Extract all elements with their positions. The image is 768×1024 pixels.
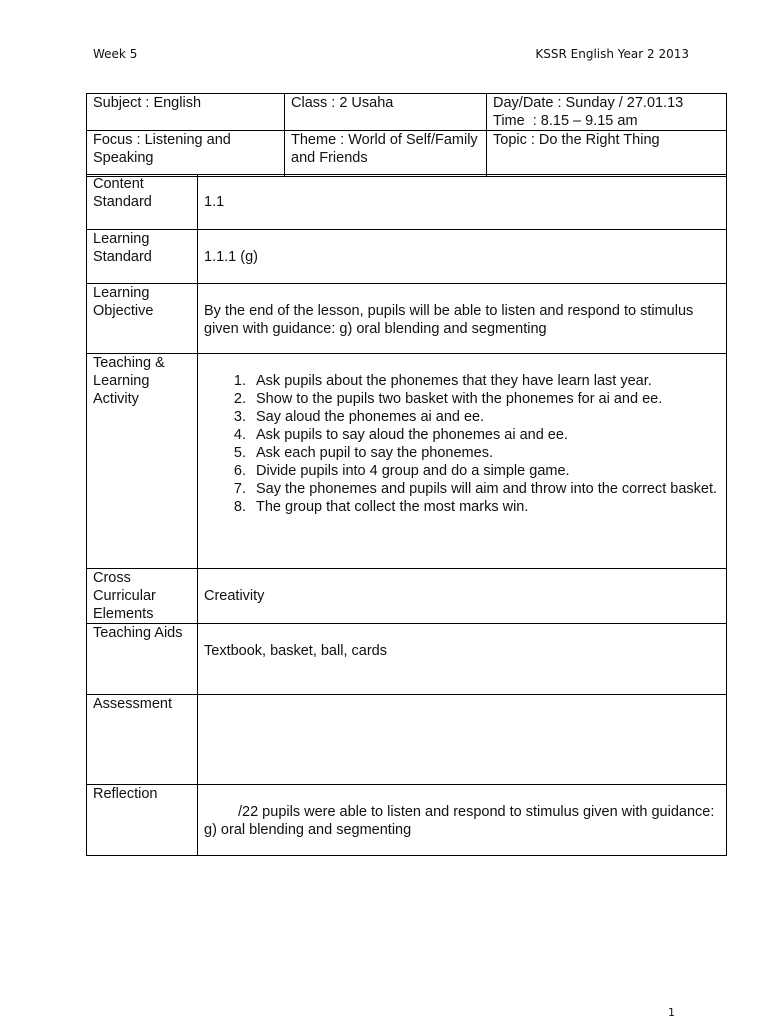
content-standard-row (87, 175, 727, 230)
activity-row (87, 354, 727, 569)
activity-label: Teaching & Learning Activity (87, 354, 198, 569)
activity-item: 5. Ask each pupil to say the phonemes. (250, 444, 720, 462)
activity-item: 2. Show to the pupils two basket with the phonemes for ai and ee. (250, 390, 720, 408)
time-text: Time : 8.15 – 9.15 am (493, 113, 638, 129)
learning-standard-row (87, 230, 727, 284)
topic-text: Topic : Do the Right Thing (493, 132, 660, 148)
cross-curricular-row (87, 569, 727, 624)
lesson-plan-table (86, 174, 727, 856)
learning-standard-label: Learning Standard (87, 230, 198, 284)
learning-objective-value: By the end of the lesson, pupils will be able to listen and respond to stimulus given with guidance: g) oral blending and segmenting (198, 284, 727, 354)
subject-cell (87, 94, 285, 131)
activity-item: 8. The group that collect the most marks win. (250, 498, 720, 516)
assessment-value (198, 695, 727, 785)
learning-objective-row (87, 284, 727, 354)
content-standard-value: 1.1 (198, 175, 727, 230)
reflection-label: Reflection (87, 785, 198, 856)
lesson-info-table (86, 93, 727, 177)
activity-item: 3. Say aloud the phonemes ai and ee. (250, 408, 720, 426)
content-standard-label: Content Standard (87, 175, 198, 230)
reflection-text: /22 pupils were able to listen and respond to stimulus given with guidance: g) oral blending and segmenting (204, 804, 715, 838)
header-course: KSSR English Year 2 2013 (535, 47, 689, 61)
activity-item: 7. Say the phonemes and pupils will aim and throw into the correct basket. (250, 480, 720, 498)
assessment-label: Assessment (87, 695, 198, 785)
focus-cell (87, 131, 285, 177)
activity-item: 4. Ask pupils to say aloud the phonemes ai and ee. (250, 426, 720, 444)
header-week: Week 5 (93, 47, 138, 61)
date-time-cell (487, 94, 727, 131)
cross-curricular-label: Cross Curricular Elements (87, 569, 198, 624)
page-number: 1 (668, 1006, 675, 1019)
subject-text: Subject : English (93, 95, 202, 111)
teaching-aids-row (87, 624, 727, 695)
theme-cell (285, 131, 487, 177)
class-text: Class : 2 Usaha (291, 95, 394, 111)
focus-text: Focus : Listening and Speaking (93, 132, 231, 166)
assessment-row (87, 695, 727, 785)
learning-objective-label: Learning Objective (87, 284, 198, 354)
teaching-aids-value: Textbook, basket, ball, cards (198, 624, 727, 695)
teaching-aids-label: Teaching Aids (87, 624, 198, 695)
reflection-row (87, 785, 727, 856)
topic-cell (487, 131, 727, 177)
class-cell (285, 94, 487, 131)
activity-value (198, 354, 727, 569)
cross-curricular-value: Creativity (198, 569, 727, 624)
activity-list (204, 372, 720, 516)
activity-item: 6. Divide pupils into 4 group and do a simple game. (250, 462, 720, 480)
reflection-value (198, 785, 727, 856)
learning-standard-value: 1.1.1 (g) (198, 230, 727, 284)
theme-text: Theme : World of Self/Family and Friends (291, 132, 478, 166)
day-date-text: Day/Date : Sunday / 27.01.13 (493, 95, 684, 111)
activity-item: 1. Ask pupils about the phonemes that they have learn last year. (250, 372, 720, 390)
